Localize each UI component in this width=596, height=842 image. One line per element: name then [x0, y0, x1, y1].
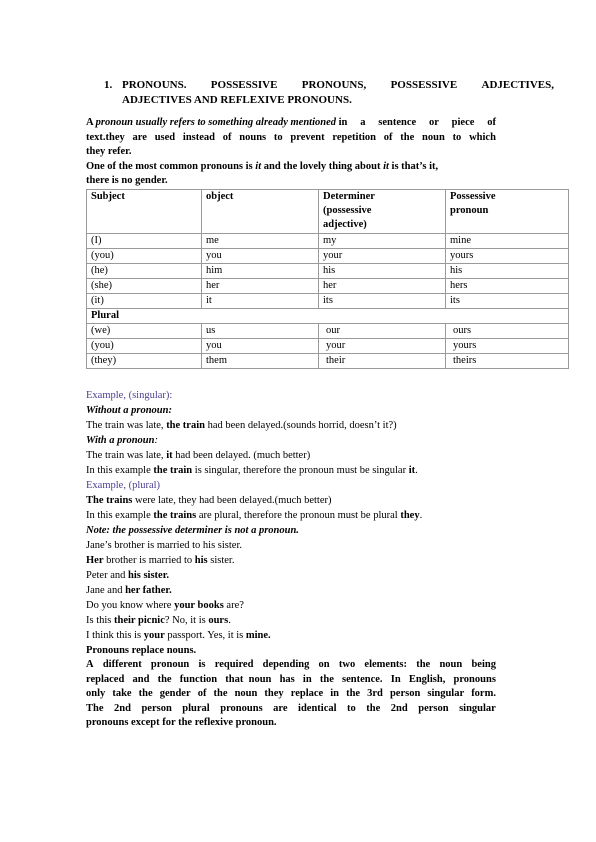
word: person	[418, 702, 449, 714]
cell-text: my	[323, 235, 337, 246]
table-cell	[202, 249, 319, 264]
word: identical	[298, 702, 337, 714]
table-cell	[446, 249, 569, 264]
example-sentence: In this example the train is singular, therefore the pronoun must be singular it.	[86, 465, 418, 476]
word: are	[273, 702, 288, 714]
word: pronoun	[150, 659, 190, 670]
heading-word: PRONOUNS.	[122, 79, 187, 91]
header-text: Possessive	[450, 191, 496, 202]
example-sentence: Jane and her father.	[86, 585, 172, 596]
word: being	[471, 659, 496, 670]
plural-label-row	[87, 309, 569, 324]
table-header-row	[87, 190, 569, 234]
cell-text: you	[206, 340, 222, 351]
cell-text: his	[450, 265, 463, 276]
cell-text: your	[326, 340, 346, 351]
heading-word: POSSESSIVE	[210, 79, 278, 91]
word: noun	[234, 688, 258, 700]
intro-line: A pronoun usually refers to something already mentioned in a sentence or piece of	[86, 117, 496, 128]
word: plural	[182, 702, 210, 714]
word: to	[273, 131, 283, 143]
cell-text: us	[206, 325, 216, 336]
word: of	[222, 131, 232, 143]
word: the	[346, 688, 361, 700]
word: 2nd	[114, 702, 131, 714]
word: pronouns	[453, 673, 496, 685]
pronoun-table	[86, 189, 569, 369]
table-cell	[446, 339, 569, 354]
example-sentence: Jane’s brother is married to his sister.	[86, 540, 243, 551]
table-row	[87, 249, 569, 264]
cell-text: me	[206, 235, 219, 246]
table-cell	[319, 249, 446, 264]
intro-paragraph	[86, 116, 496, 189]
header-text: Determiner	[323, 191, 375, 202]
cell-text: your	[323, 250, 343, 261]
word: singular	[427, 688, 465, 700]
table-cell	[202, 264, 319, 279]
example-sentence: Do you know where your books are?	[86, 600, 244, 611]
example-sentence: The trains were late, they had been delayed.(much better)	[86, 495, 332, 506]
word: the	[400, 131, 415, 143]
heading-word: ADJECTIVES,	[481, 79, 554, 91]
plural-label: Plural	[87, 309, 569, 324]
table-cell	[319, 264, 446, 279]
word: person	[141, 702, 172, 714]
cell-text: them	[206, 355, 227, 366]
intro-line: One of the most common pronouns is it and the lovely thing about it is that’s it,	[86, 160, 439, 172]
table-cell	[202, 324, 319, 339]
word: replace	[290, 688, 324, 700]
word: take	[112, 688, 132, 700]
word: instead	[182, 131, 215, 143]
word: prevent	[290, 131, 325, 143]
table-cell	[87, 324, 202, 339]
word: depending	[262, 659, 310, 670]
subheading: With a pronoun:	[86, 435, 158, 446]
example-heading: Example, (plural)	[86, 480, 161, 491]
cell-text: hers	[450, 280, 468, 291]
heading-line-1	[122, 78, 554, 93]
word: in	[302, 673, 312, 685]
example-sentence: Peter and his sister.	[86, 570, 170, 581]
example-sentence: The train was late, it had been delayed. (much better)	[86, 450, 311, 461]
example-heading: Example, (singular):	[86, 390, 173, 401]
table-cell	[87, 339, 202, 354]
table-cell	[202, 354, 319, 369]
word: repetition	[332, 131, 376, 143]
table-cell	[87, 264, 202, 279]
word: required	[214, 659, 254, 670]
cell-text: (you)	[91, 250, 114, 261]
column-header	[446, 190, 569, 234]
word: is	[198, 659, 206, 670]
column-header	[87, 190, 202, 234]
cell-text: ours	[453, 325, 472, 336]
cell-text: mine	[450, 235, 471, 246]
heading-word: POSSESSIVE	[390, 79, 458, 91]
intro-line: they refer.	[86, 146, 132, 157]
cell-text: its	[450, 295, 460, 306]
word: A	[86, 659, 94, 670]
word: noun	[439, 659, 463, 670]
cell-text: (you)	[91, 340, 114, 351]
example-sentence: The train was late, the train had been delayed.(sounds horrid, doesn’t it?)	[86, 420, 397, 431]
heading-word: PRONOUNS,	[301, 79, 367, 91]
word: to	[452, 131, 462, 143]
cell-text: (she)	[91, 280, 112, 291]
table-row	[87, 279, 569, 294]
table-cell	[319, 339, 446, 354]
table-cell	[446, 279, 569, 294]
heading-line-2: ADJECTIVES AND REFLEXIVE PRONOUNS.	[122, 94, 352, 106]
example-sentence: I think this is your passport. Yes, it is mine.	[86, 630, 271, 641]
column-header	[319, 190, 446, 234]
word: of	[383, 131, 393, 143]
table-cell	[87, 234, 202, 249]
column-header	[202, 190, 319, 234]
word: of	[197, 688, 207, 700]
cell-text: their	[326, 355, 346, 366]
word: two	[338, 659, 356, 670]
cell-text: (they)	[91, 355, 117, 366]
word: In	[390, 673, 401, 685]
table-cell	[319, 279, 446, 294]
cell-text: her	[206, 280, 220, 291]
table-cell	[319, 324, 446, 339]
intro-line	[86, 131, 496, 146]
word: different	[102, 659, 142, 670]
paragraph-line	[86, 673, 496, 688]
header-text: adjective)	[323, 219, 367, 230]
cell-text: (I)	[91, 235, 102, 246]
example-sentence: In this example the trains are plural, therefore the pronoun must be plural they.	[86, 510, 423, 521]
subheading: Without a pronoun:	[86, 405, 172, 416]
word: The	[86, 702, 104, 714]
table-cell	[446, 294, 569, 309]
table-row	[87, 324, 569, 339]
word: replaced	[86, 673, 125, 685]
word: the	[319, 673, 334, 685]
word: the	[213, 688, 228, 700]
paragraph-line	[86, 702, 496, 717]
table-row	[87, 234, 569, 249]
cell-text: him	[206, 265, 223, 276]
table-cell	[87, 249, 202, 264]
word: the	[366, 702, 381, 714]
word: in	[330, 688, 340, 700]
word: noun	[422, 131, 445, 143]
cell-text: its	[323, 295, 333, 306]
cell-text: it	[206, 295, 212, 306]
heading-number: 1.	[104, 79, 113, 91]
header-text: Subject	[91, 191, 125, 202]
word: nouns	[239, 131, 267, 143]
example-sentence: Is this their picnic? No, it is ours.	[86, 615, 231, 626]
subheading: Pronouns replace nouns.	[86, 645, 197, 656]
word: to	[347, 702, 356, 714]
table-row	[87, 339, 569, 354]
word: the	[157, 673, 172, 685]
word: sentence.	[342, 673, 383, 685]
table-row	[87, 354, 569, 369]
table-cell	[87, 354, 202, 369]
word: are	[132, 131, 147, 143]
table-cell	[319, 294, 446, 309]
word: function	[179, 673, 218, 685]
cell-text: (he)	[91, 265, 108, 276]
table-row	[87, 294, 569, 309]
word: has	[279, 673, 295, 685]
table-cell	[202, 294, 319, 309]
header-text: pronoun	[450, 205, 489, 216]
cell-text: theirs	[453, 355, 477, 366]
table-cell	[446, 354, 569, 369]
word: text.they	[86, 131, 125, 143]
table-cell	[202, 234, 319, 249]
word: 2nd	[390, 702, 408, 714]
word: gender	[159, 688, 191, 700]
word: which	[469, 131, 496, 143]
cell-text: yours	[450, 250, 474, 261]
cell-text: his	[323, 265, 336, 276]
cell-text: (we)	[91, 325, 111, 336]
word: that noun	[225, 673, 272, 685]
word: only	[86, 688, 106, 700]
word: the	[416, 659, 431, 670]
word: elements:	[364, 659, 407, 670]
paragraph-line	[86, 658, 496, 673]
cell-text: our	[326, 325, 340, 336]
word: singular	[459, 702, 496, 714]
table-cell	[446, 324, 569, 339]
paragraph-line: pronouns except for the reflexive pronoun.	[86, 717, 277, 729]
word: pronouns	[220, 702, 263, 714]
cell-text: her	[323, 280, 337, 291]
cell-text: yours	[453, 340, 477, 351]
table-cell	[202, 279, 319, 294]
word: form.	[471, 688, 496, 700]
cell-text: you	[206, 250, 222, 261]
word: English,	[408, 673, 446, 685]
table-cell	[87, 294, 202, 309]
word: 3rd	[367, 688, 383, 700]
header-text: object	[206, 191, 234, 202]
table-cell	[202, 339, 319, 354]
word: person	[389, 688, 421, 700]
note: Note: the possessive determiner is not a pronoun.	[86, 525, 299, 536]
word: used	[154, 131, 176, 143]
table-cell	[446, 234, 569, 249]
examples-section	[86, 388, 496, 731]
final-paragraph	[86, 658, 496, 731]
table-cell	[446, 264, 569, 279]
word: the	[138, 688, 153, 700]
table-cell	[319, 354, 446, 369]
word: on	[318, 659, 330, 670]
word: and	[132, 673, 150, 685]
table-row	[87, 264, 569, 279]
table-cell	[319, 234, 446, 249]
header-text: (possessive	[323, 205, 372, 216]
word: they	[264, 688, 284, 700]
example-sentence: Her brother is married to his sister.	[86, 555, 235, 566]
intro-line: there is no gender.	[86, 175, 168, 186]
table-cell	[87, 279, 202, 294]
cell-text: (it)	[91, 295, 104, 306]
paragraph-line	[86, 687, 496, 702]
